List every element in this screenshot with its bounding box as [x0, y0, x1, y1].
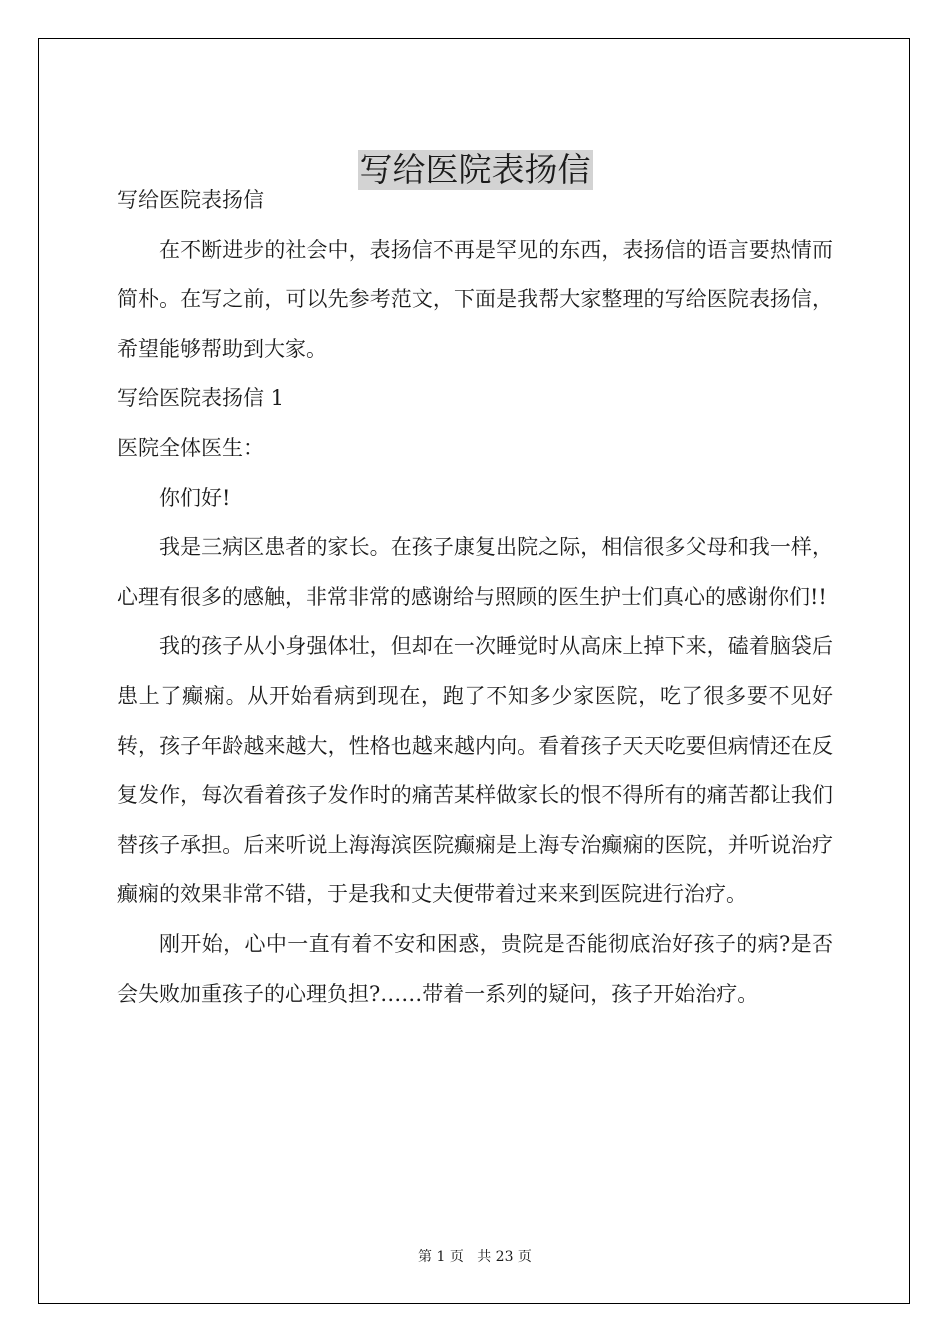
paragraph: 我的孩子从小身强体壮，但却在一次睡觉时从高床上掉下来，磕着脑袋后患上了癫痫。从开始看病到现在，跑了不知多少家医院，吃了很多要不见好转，孩子年龄越来越大，性格也越来越内向。看着孩子天天吃要但病情还在反复发作，每次看着孩子发作时的痛苦某样做家长的恨不得所有的痛苦都让我们替孩子承担。后来听说上海海滨医院癫痫是上海专治癫痫的医院，并听说治疗癫痫的效果非常不错，于是我和丈夫便带着过来来到医院进行治疗。	[117, 634, 833, 907]
page-footer	[0, 1248, 950, 1266]
document-body	[117, 176, 833, 1019]
paragraph: 在不断进步的社会中，表扬信不再是罕见的东西，表扬信的语言要热情而简朴。在写之前，可以先参考范文，下面是我帮大家整理的写给医院表扬信，希望能够帮助到大家。	[117, 237, 833, 361]
paragraph: 医院全体医生：	[117, 435, 264, 460]
paragraph: 我是三病区患者的家长。在孩子康复出院之际，相信很多父母和我一样，心理有很多的感触，非常非常的感谢给与照顾的医生护士们真心的感谢你们!!	[117, 535, 833, 609]
page-number: 第 1 页	[418, 1249, 464, 1265]
page-total: 共 23 页	[477, 1249, 532, 1265]
document-title: 写给医院表扬信	[359, 150, 591, 190]
paragraph: 你们好!	[159, 485, 231, 510]
paragraph: 写给医院表扬信 1	[117, 386, 285, 411]
paragraph: 写给医院表扬信	[117, 188, 264, 212]
paragraph: 刚开始，心中一直有着不安和困惑，贵院是否能彻底治好孩子的病?是否会失败加重孩子的心理负担?……带着一系列的疑问，孩子开始治疗。	[117, 931, 833, 1006]
